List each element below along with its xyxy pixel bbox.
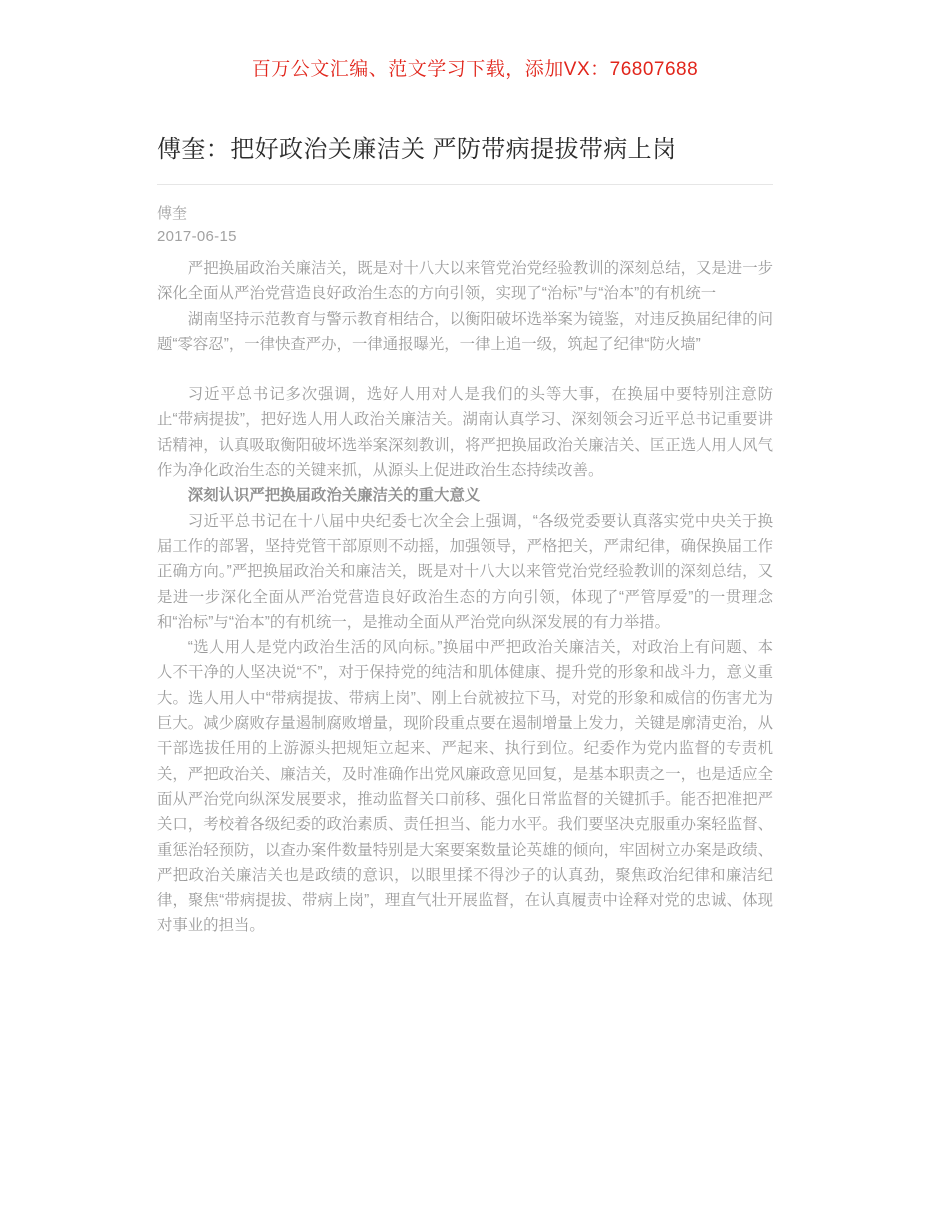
- body-paragraph: 湖南坚持示范教育与警示教育相结合，以衡阳破坏选举案为镜鉴，对违反换届纪律的问题“零容忍”，一律快查严办，一律通报曝光，一律上追一级，筑起了纪律“防火墙”: [157, 310, 773, 353]
- article-body: [157, 256, 773, 939]
- article-meta: [157, 202, 773, 248]
- article-author: 傅奎: [157, 205, 188, 222]
- body-paragraph: 严把换届政治关廉洁关，既是对十八大以来管党治党经验教训的深刻总结，又是进一步深化全面从严治党营造良好政治生态的方向引领，实现了“治标”与“治本”的有机统一: [157, 260, 773, 303]
- article-date: 2017-06-15: [157, 228, 237, 245]
- promo-banner: 百万公文汇编、范文学习下载，添加VX：76807688: [251, 59, 699, 80]
- body-paragraph: 习近平总书记多次强调，选好人用对人是我们的头等大事，在换届中要特别注意防止“带病提拔”，把好选人用人政治关廉洁关。湖南认真学习、深刻领会习近平总书记重要讲话精神，认真吸取衡阳破坏选举案深刻教训，将严把换届政治关廉洁关、匡正选人用人风气作为净化政治生态的关键来抓，从源头上促进政治生态持续改善。: [157, 386, 773, 480]
- body-paragraph: “选人用人是党内政治生活的风向标。”换届中严把政治关廉洁关，对政治上有问题、本人不干净的人坚决说“不”，对于保持党的纯洁和肌体健康、提升党的形象和战斗力，意义重大。选人用人中“带病提拔、带病上岗”、刚上台就被拉下马，对党的形象和威信的伤害尤为巨大。减少腐败存量遏制腐败增量，现阶段重点要在遏制增量上发力，关键是廓清吏治，从干部选拔任用的上游源头把规矩立起来、严起来、执行到位。纪委作为党内监督的专责机关，严把政治关、廉洁关，及时准确作出党风廉政意见回复，是基本职责之一，也是适应全面从严治党向纵深发展要求，推动监督关口前移、强化日常监督的关键抓手。能否把准把严关口，考校着各级纪委的政治素质、责任担当、能力水平。我们要坚决克服重办案轻监督、重惩治轻预防，以查办案件数量特别是大案要案数量论英雄的倾向，牢固树立办案是政绩、严把政治关廉洁关也是政绩的意识，以眼里揉不得沙子的认真劲，聚焦政治纪律和廉洁纪律，聚焦“带病提拔、带病上岗”，理直气壮开展监督，在认真履责中诠释对党的忠诚、体现对事业的担当。: [157, 639, 773, 935]
- body-paragraph: 习近平总书记在十八届中央纪委七次全会上强调，“各级党委要认真落实党中央关于换届工作的部署，坚持党管干部原则不动摇，加强领导，严格把关，严肃纪律，确保换届工作正确方向。”严把换届政治关和廉洁关，既是对十八大以来管党治党经验教训的深刻总结，又是进一步深化全面从严治党营造良好政治生态的方向引领，体现了“严管厚爱”的一贯理念和“治标”与“治本”的有机统一，是推动全面从严治党向纵深发展的有力举措。: [157, 512, 773, 631]
- section-subheading: 深刻认识严把换届政治关廉洁关的重大意义: [187, 487, 481, 505]
- page-title: 傅奎：把好政治关廉洁关 严防带病提拔带病上岗: [157, 136, 677, 163]
- title-divider: [157, 184, 773, 185]
- article-container: [157, 132, 773, 939]
